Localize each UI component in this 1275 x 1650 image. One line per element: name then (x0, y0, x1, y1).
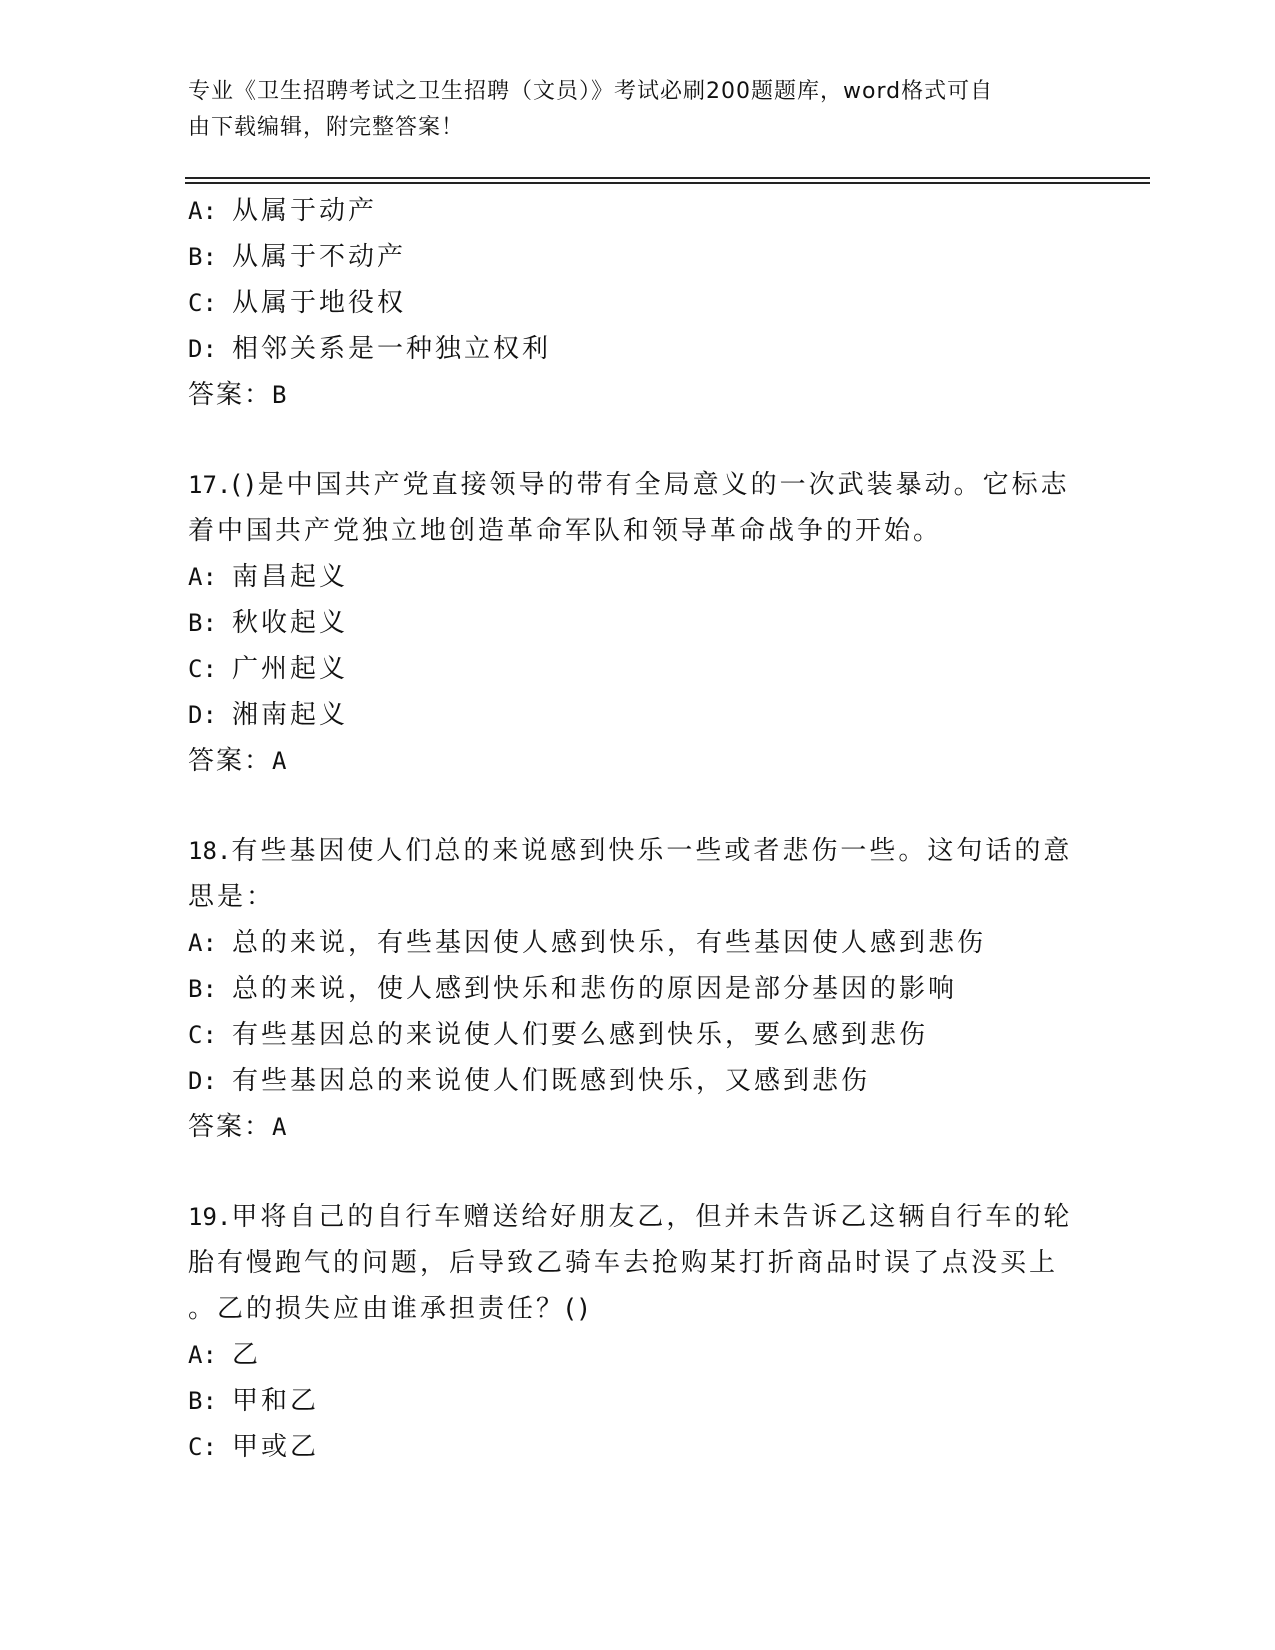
option-a (188, 1332, 1088, 1378)
question-text-part: ()是中国共产党直接领导的带有全局意义的一次武装暴动。它标志 (231, 470, 1070, 500)
option-letter: B: (188, 609, 217, 637)
question-text (188, 462, 1068, 554)
option-a (188, 188, 1088, 234)
question-text-line: 胎有慢跑气的问题，后导致乙骑车去抢购某打折商品时误了点没买上 (188, 1248, 1059, 1278)
option-c (188, 280, 1088, 326)
option-c (188, 646, 1088, 692)
option-text: 广州起义 (232, 654, 349, 684)
question-17 (188, 462, 1088, 784)
question-text-part: 有些基因使人们总的来说感到快乐一些或者悲伤一些。这句话的意 (231, 836, 1073, 866)
header-line-2: 由下载编辑，附完整答案！ (188, 115, 465, 140)
option-a (188, 554, 1088, 600)
option-c (188, 1424, 1088, 1470)
option-letter: C: (188, 1433, 217, 1461)
option-letter: C: (188, 655, 217, 683)
option-d (188, 1058, 1088, 1104)
option-d (188, 326, 1088, 372)
option-d (188, 692, 1088, 738)
option-letter: C: (188, 289, 217, 317)
option-a (188, 920, 1088, 966)
option-letter: D: (188, 701, 217, 729)
answer-value: B (272, 381, 289, 409)
spacer (188, 418, 1088, 462)
answer-label: 答案： (188, 746, 273, 776)
answer-label: 答案： (188, 380, 273, 410)
question-text (188, 1194, 1073, 1332)
option-text: 相邻关系是一种独立权利 (232, 334, 552, 364)
answer-line (188, 738, 1088, 784)
spacer (188, 784, 1088, 828)
option-text: 甲和乙 (232, 1386, 320, 1416)
option-text: 从属于动产 (232, 196, 378, 226)
answer-value: A (272, 747, 289, 775)
header-line-1: 专业《卫生招聘考试之卫生招聘（文员）》考试必刷200题题库，word格式可自 (188, 79, 994, 104)
question-number: 18. (188, 837, 232, 865)
option-letter: A: (188, 563, 217, 591)
option-text: 甲或乙 (232, 1432, 320, 1462)
option-letter: B: (188, 1387, 217, 1415)
question-text-line: 思是： (188, 882, 276, 912)
option-letter: A: (188, 929, 217, 957)
option-letter: D: (188, 335, 217, 363)
option-text: 秋收起义 (232, 608, 349, 638)
option-c (188, 1012, 1088, 1058)
option-letter: B: (188, 243, 217, 271)
option-b (188, 234, 1088, 280)
document-header (188, 74, 1068, 146)
option-text: 从属于地役权 (232, 288, 407, 318)
spacer (188, 1150, 1088, 1194)
answer-line (188, 372, 1088, 418)
question-list (188, 188, 1088, 1470)
question-text-line (188, 1194, 1073, 1240)
question-19 (188, 1194, 1088, 1470)
option-text: 从属于不动产 (232, 242, 407, 272)
answer-label: 答案： (188, 1112, 273, 1142)
question-text-part: 甲将自己的自行车赠送给好朋友乙，但并未告诉乙这辆自行车的轮 (231, 1202, 1073, 1232)
question-text-line: 着中国共产党独立地创造革命军队和领导革命战争的开始。 (188, 516, 943, 546)
option-b (188, 966, 1088, 1012)
answer-line (188, 1104, 1088, 1150)
question-number: 19. (188, 1203, 232, 1231)
option-letter: A: (188, 197, 217, 225)
question-text (188, 828, 1073, 920)
question-number: 17. (188, 471, 232, 499)
option-b (188, 1378, 1088, 1424)
option-text: 有些基因总的来说使人们既感到快乐，又感到悲伤 (232, 1066, 871, 1096)
option-text: 湘南起义 (232, 700, 349, 730)
option-text: 有些基因总的来说使人们要么感到快乐，要么感到悲伤 (232, 1020, 929, 1050)
question-text-line (188, 462, 1068, 508)
question-text-line: 。乙的损失应由谁承担责任？() (188, 1294, 592, 1324)
option-b (188, 600, 1088, 646)
question-text-line (188, 828, 1073, 874)
question-18 (188, 828, 1088, 1150)
prev-question (188, 188, 1088, 418)
option-text: 乙 (232, 1340, 262, 1370)
option-letter: A: (188, 1341, 217, 1369)
option-letter: D: (188, 1067, 217, 1095)
option-text: 南昌起义 (232, 562, 349, 592)
option-text: 总的来说，使人感到快乐和悲伤的原因是部分基因的影响 (232, 974, 958, 1004)
option-letter: B: (188, 975, 217, 1003)
option-letter: C: (188, 1021, 217, 1049)
header-divider-top (185, 177, 1150, 179)
option-text: 总的来说，有些基因使人感到快乐，有些基因使人感到悲伤 (232, 928, 987, 958)
header-divider-bottom (185, 182, 1150, 184)
answer-value: A (272, 1113, 289, 1141)
